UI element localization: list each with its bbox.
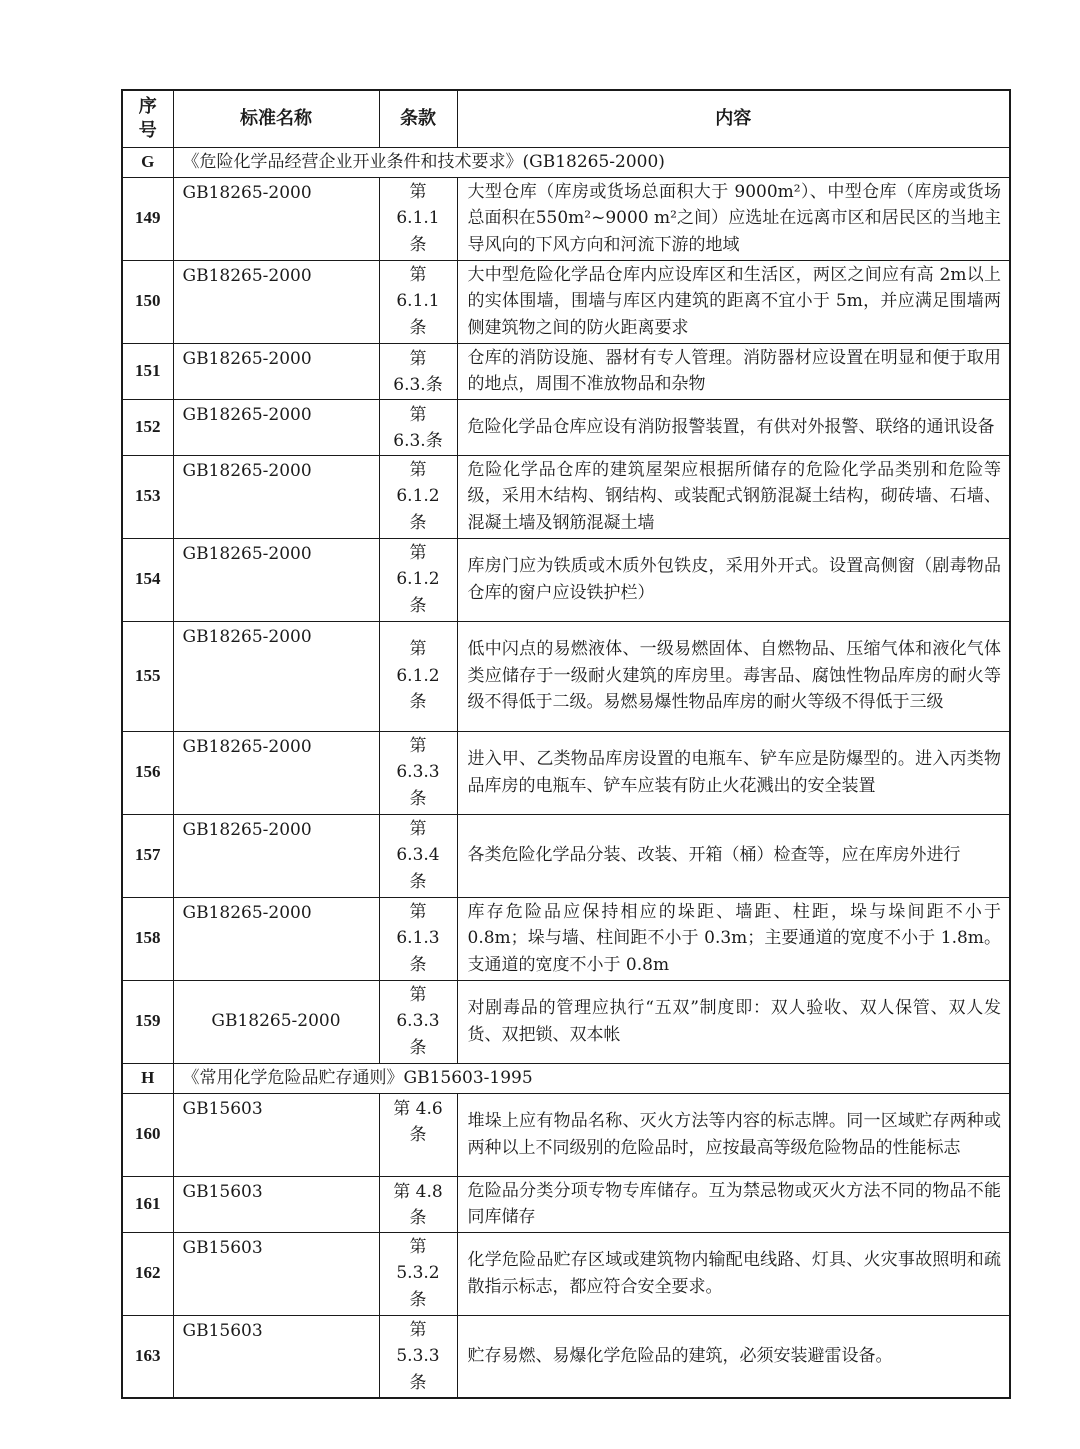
row-number: 152 [122, 399, 173, 455]
section-row [122, 147, 1010, 177]
header-row [122, 90, 1010, 147]
clause: 第 4.6 条 [379, 1093, 457, 1176]
standard-name: GB15603 [173, 1093, 379, 1176]
standard-name: GB18265-2000 [173, 814, 379, 897]
table-row [122, 1232, 1010, 1315]
content: 危险化学品仓库的建筑屋架应根据所储存的危险化学品类别和危险等级，采用木结构、钢结构、或装配式钢筋混凝土结构，砌砖墙、石墙、混凝土墙及钢筋混凝土墙 [457, 455, 1010, 538]
row-number: 158 [122, 897, 173, 980]
table-row [122, 621, 1010, 731]
content: 堆垛上应有物品名称、灭火方法等内容的标志牌。同一区域贮存两种或两种以上不同级别的危险品时，应按最高等级危险物品的性能标志 [457, 1093, 1010, 1176]
row-number: 153 [122, 455, 173, 538]
row-number: 155 [122, 621, 173, 731]
content: 贮存易燃、易爆化学危险品的建筑，必须安装避雷设备。 [457, 1315, 1010, 1398]
header-name: 标准名称 [173, 90, 379, 147]
table-row [122, 1315, 1010, 1398]
row-number: 149 [122, 177, 173, 260]
clause: 第 6.1.2 条 [379, 455, 457, 538]
standard-name: GB18265-2000 [173, 621, 379, 731]
clause: 第 5.3.3 条 [379, 1315, 457, 1398]
clause: 第 6.1.2 条 [379, 538, 457, 621]
standard-name: GB18265-2000 [173, 343, 379, 399]
standard-name: GB18265-2000 [173, 980, 379, 1063]
section-row [122, 1063, 1010, 1093]
row-number: 156 [122, 731, 173, 814]
row-number: 160 [122, 1093, 173, 1176]
standard-name: GB18265-2000 [173, 177, 379, 260]
section-title: 《常用化学危险品贮存通则》GB15603-1995 [173, 1063, 1010, 1093]
content: 库存危险品应保持相应的垛距、墙距、柱距，垛与垛间距不小于0.8m；垛与墙、柱间距不小于 0.3m；主要通道的宽度不小于 1.8m。支通道的宽度不小于 0.8m [457, 897, 1010, 980]
clause: 第 6.3.3 条 [379, 980, 457, 1063]
table-row [122, 399, 1010, 455]
section-letter: G [122, 147, 173, 177]
table-row [122, 343, 1010, 399]
table-row [122, 455, 1010, 538]
standard-name: GB18265-2000 [173, 897, 379, 980]
clause: 第 6.1.2 条 [379, 621, 457, 731]
header-clause: 条款 [379, 90, 457, 147]
row-number: 150 [122, 260, 173, 343]
row-number: 161 [122, 1176, 173, 1232]
clause: 第 4.8 条 [379, 1176, 457, 1232]
standard-name: GB18265-2000 [173, 455, 379, 538]
table-row [122, 260, 1010, 343]
content: 大中型危险化学品仓库内应设库区和生活区，两区之间应有高 2m以上的实体围墙，围墙与库区内建筑的距离不宜小于 5m，并应满足围墙两侧建筑物之间的防火距离要求 [457, 260, 1010, 343]
header-content: 内容 [457, 90, 1010, 147]
content: 库房门应为铁质或木质外包铁皮，采用外开式。设置高侧窗（剧毒物品仓库的窗户应设铁护栏） [457, 538, 1010, 621]
row-number: 162 [122, 1232, 173, 1315]
row-number: 159 [122, 980, 173, 1063]
clause: 第 6.3.4 条 [379, 814, 457, 897]
row-number: 151 [122, 343, 173, 399]
section-letter: H [122, 1063, 173, 1093]
clause: 第 6.1.1 条 [379, 177, 457, 260]
standard-name: GB18265-2000 [173, 731, 379, 814]
table-row [122, 814, 1010, 897]
content: 进入甲、乙类物品库房设置的电瓶车、铲车应是防爆型的。进入丙类物品库房的电瓶车、铲车应装有防止火花溅出的安全装置 [457, 731, 1010, 814]
clause: 第 6.1.1 条 [379, 260, 457, 343]
table-row [122, 177, 1010, 260]
standard-name: GB15603 [173, 1176, 379, 1232]
table-row [122, 731, 1010, 814]
content: 危险品分类分项专物专库储存。互为禁忌物或灭火方法不同的物品不能同库储存 [457, 1176, 1010, 1232]
clause: 第 6.3.条 [379, 399, 457, 455]
standard-name: GB15603 [173, 1232, 379, 1315]
table-row [122, 980, 1010, 1063]
header-no: 序号 [122, 90, 173, 147]
section-title: 《危险化学品经营企业开业条件和技术要求》(GB18265-2000) [173, 147, 1010, 177]
standard-name: GB15603 [173, 1315, 379, 1398]
content: 仓库的消防设施、器材有专人管理。消防器材应设置在明显和便于取用的地点，周围不准放物品和杂物 [457, 343, 1010, 399]
clause: 第 6.3.条 [379, 343, 457, 399]
content: 低中闪点的易燃液体、一级易燃固体、自燃物品、压缩气体和液化气体类应储存于一级耐火建筑的库房里。毒害品、腐蚀性物品库房的耐火等级不得低于二级。易燃易爆性物品库房的耐火等级不得低于三级 [457, 621, 1010, 731]
content: 大型仓库（库房或货场总面积大于 9000m²）、中型仓库（库房或货场总面积在550m²~9000 m²之间）应选址在远离市区和居民区的当地主导风向的下风方向和河流下游的地域 [457, 177, 1010, 260]
clause: 第 5.3.2 条 [379, 1232, 457, 1315]
table-row [122, 1093, 1010, 1176]
table-row [122, 897, 1010, 980]
content: 危险化学品仓库应设有消防报警装置，有供对外报警、联络的通讯设备 [457, 399, 1010, 455]
content: 各类危险化学品分装、改装、开箱（桶）检查等，应在库房外进行 [457, 814, 1010, 897]
row-number: 163 [122, 1315, 173, 1398]
table-row [122, 1176, 1010, 1232]
standard-name: GB18265-2000 [173, 399, 379, 455]
clause: 第 6.3.3 条 [379, 731, 457, 814]
clause: 第 6.1.3 条 [379, 897, 457, 980]
content: 对剧毒品的管理应执行“五双”制度即：双人验收、双人保管、双人发货、双把锁、双本帐 [457, 980, 1010, 1063]
standard-name: GB18265-2000 [173, 538, 379, 621]
row-number: 157 [122, 814, 173, 897]
table-row [122, 538, 1010, 621]
row-number: 154 [122, 538, 173, 621]
content: 化学危险品贮存区域或建筑物内输配电线路、灯具、火灾事故照明和疏散指示标志，都应符合安全要求。 [457, 1232, 1010, 1315]
standard-name: GB18265-2000 [173, 260, 379, 343]
standards-table [121, 89, 1011, 1399]
